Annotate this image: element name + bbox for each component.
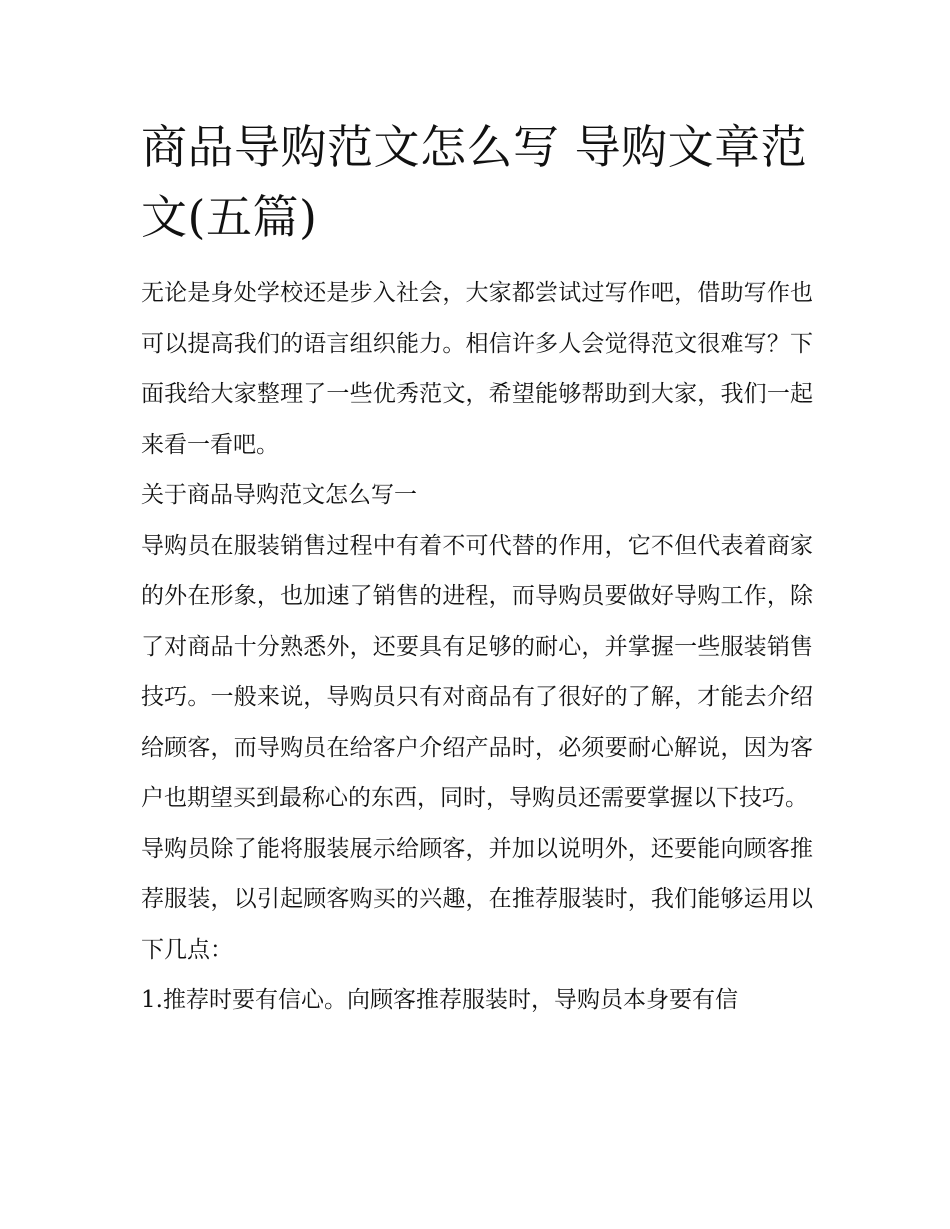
body-paragraph: 导购员在服装销售过程中有着不可代替的作用，它不但代表着商家的外在形象，也加速了销售的进程，而导购员要做好导购工作，除了对商品十分熟悉外，还要具有足够的耐心，并掌握一些服装销售技巧。一般来说，导购员只有对商品有了很好的了解，才能去介绍给顾客，而导购员在给客户介绍产品时，必须要耐心解说，因为客户也期望买到最称心的东西，同时，导购员还需要掌握以下技巧。 xyxy=(141,532,813,811)
document-body xyxy=(141,268,813,1026)
list-item: 1.推荐时要有信心。向顾客推荐服装时，导购员本身要有信 xyxy=(141,987,738,1013)
document-content xyxy=(141,112,813,1026)
section-heading: 关于商品导购范文怎么写一 xyxy=(141,482,417,508)
body-paragraph: 导购员除了能将服装展示给顾客，并加以说明外，还要能向顾客推荐服装，以引起顾客购买的兴趣，在推荐服装时，我们能够运用以下几点： xyxy=(141,835,813,963)
intro-paragraph: 无论是身处学校还是步入社会，大家都尝试过写作吧，借助写作也可以提高我们的语言组织能力。相信许多人会觉得范文很难写？下面我给大家整理了一些优秀范文，希望能够帮助到大家，我们一起来看一看吧。 xyxy=(141,280,813,458)
document-title: 商品导购范文怎么写 导购文章范文(五篇) xyxy=(141,120,808,244)
